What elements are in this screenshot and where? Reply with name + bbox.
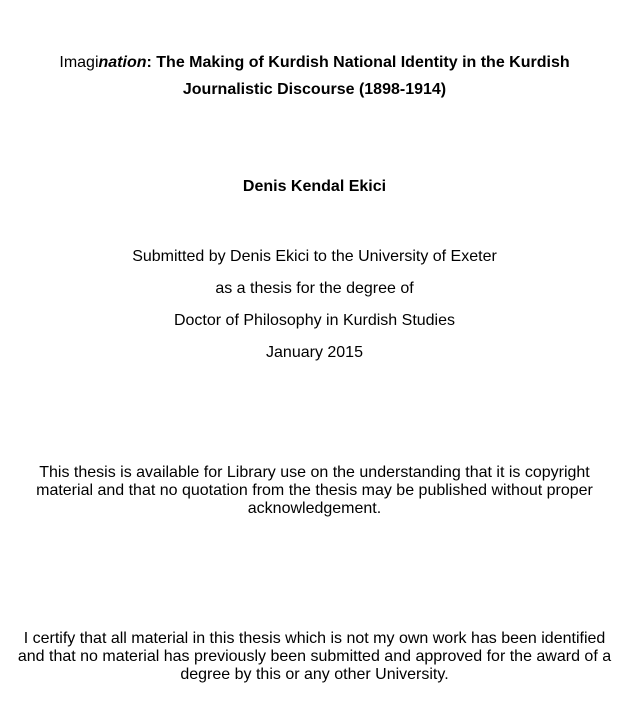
title-rest: : The Making of Kurdish National Identity in the Kurdish Journalistic Discourse (1898-1914) xyxy=(146,54,570,98)
author-name: Denis Kendal Ekici xyxy=(242,178,387,195)
title-italic-part: nation xyxy=(98,54,147,71)
submission-line-2: as a thesis for the degree of xyxy=(215,280,414,297)
library-use-statement: This thesis is available for Library use on the understanding that it is copyright material and that no quotation from the thesis may be published without proper acknowledgement. xyxy=(36,464,593,517)
submission-line-3: Doctor of Philosophy in Kurdish Studies xyxy=(173,312,456,329)
title-prefix: Imagi xyxy=(59,54,99,71)
thesis-title xyxy=(20,49,609,103)
submission-block xyxy=(0,241,629,369)
submission-line-1: Submitted by Denis Ekici to the University of Exeter xyxy=(132,248,497,265)
certification-statement: I certify that all material in this thesis which is not my own work has been identified and that no material has previously been submitted and approved for the award of a degree by this or any other University. xyxy=(17,630,612,683)
submission-date: January 2015 xyxy=(266,344,363,361)
